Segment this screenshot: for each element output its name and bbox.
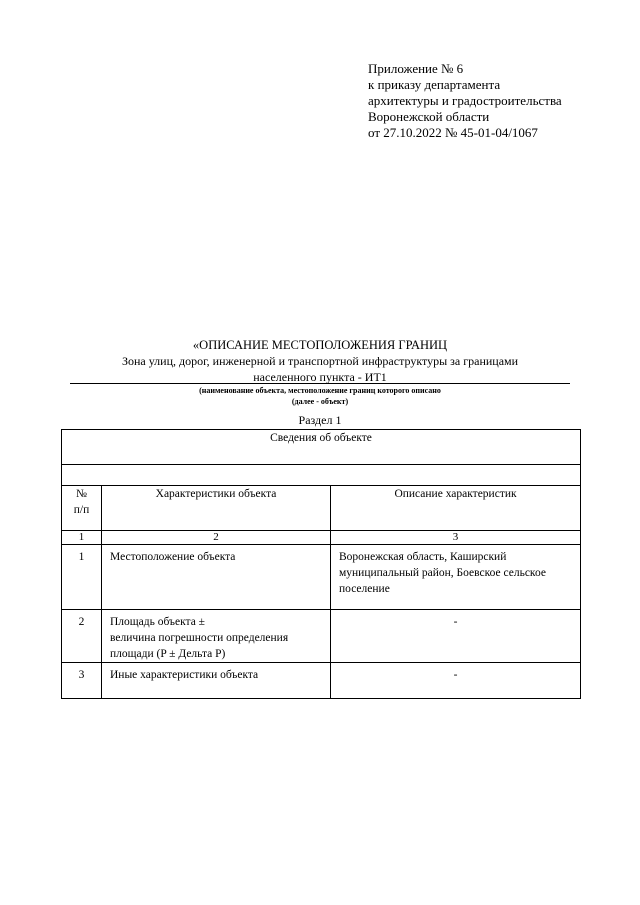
row-number: 2 — [62, 610, 102, 663]
column-numbering-row — [62, 531, 581, 545]
column-header-row — [62, 486, 581, 531]
row-characteristic: Местоположение объекта — [102, 545, 331, 610]
row-characteristic — [102, 610, 331, 663]
row-number: 3 — [62, 663, 102, 699]
row-characteristic-line: величина погрешности определения — [110, 632, 289, 644]
column-header-description: Описание характеристик — [331, 486, 581, 531]
column-header-number-label: № п/п — [73, 488, 90, 516]
caption-line: (далее - объект) — [291, 397, 349, 406]
row-characteristic-line: Площадь объекта ± — [110, 616, 205, 628]
row-description: Воронежская область, Каширский муниципальный район, Боевское сельское поселение — [331, 545, 581, 610]
caption-line: (наименование объекта, местоположение границ которого описано — [199, 386, 441, 395]
appendix-line: к приказу департамента — [368, 77, 501, 92]
table-empty-row — [62, 465, 581, 486]
column-number: 1 — [62, 531, 102, 545]
object-name — [70, 353, 570, 385]
title-underline — [70, 383, 570, 384]
appendix-line: архитектуры и градостроительства — [368, 93, 562, 108]
table-row — [62, 663, 581, 699]
table-row — [62, 545, 581, 610]
appendix-line: от 27.10.2022 № 45-01-04/1067 — [368, 125, 538, 140]
row-characteristic-line: площади (P ± Дельта P) — [110, 648, 226, 660]
document-title: «ОПИСАНИЕ МЕСТОПОЛОЖЕНИЯ ГРАНИЦ — [192, 338, 448, 352]
row-number: 1 — [62, 545, 102, 610]
empty-cell — [62, 465, 581, 486]
row-description: - — [331, 610, 581, 663]
appendix-block — [368, 61, 562, 141]
column-header-number — [62, 486, 102, 531]
appendix-line: Воронежской области — [368, 109, 490, 124]
table-row — [62, 610, 581, 663]
table-header: Сведения об объекте — [62, 430, 581, 465]
column-header-characteristic: Характеристики объекта — [102, 486, 331, 531]
appendix-line: Приложение № 6 — [368, 61, 464, 76]
section-heading: Раздел 1 — [298, 413, 342, 427]
row-description: - — [331, 663, 581, 699]
column-number: 3 — [331, 531, 581, 545]
row-characteristic: Иные характеристики объекта — [102, 663, 331, 699]
table-header-row — [62, 430, 581, 465]
column-number: 2 — [102, 531, 331, 545]
object-caption — [70, 385, 570, 407]
object-info-table — [61, 429, 581, 699]
object-name-line: Зона улиц, дорог, инженерной и транспортной инфраструктуры за границами — [121, 354, 519, 368]
object-name-line: населенного пункта - ИТ1 — [253, 370, 387, 384]
